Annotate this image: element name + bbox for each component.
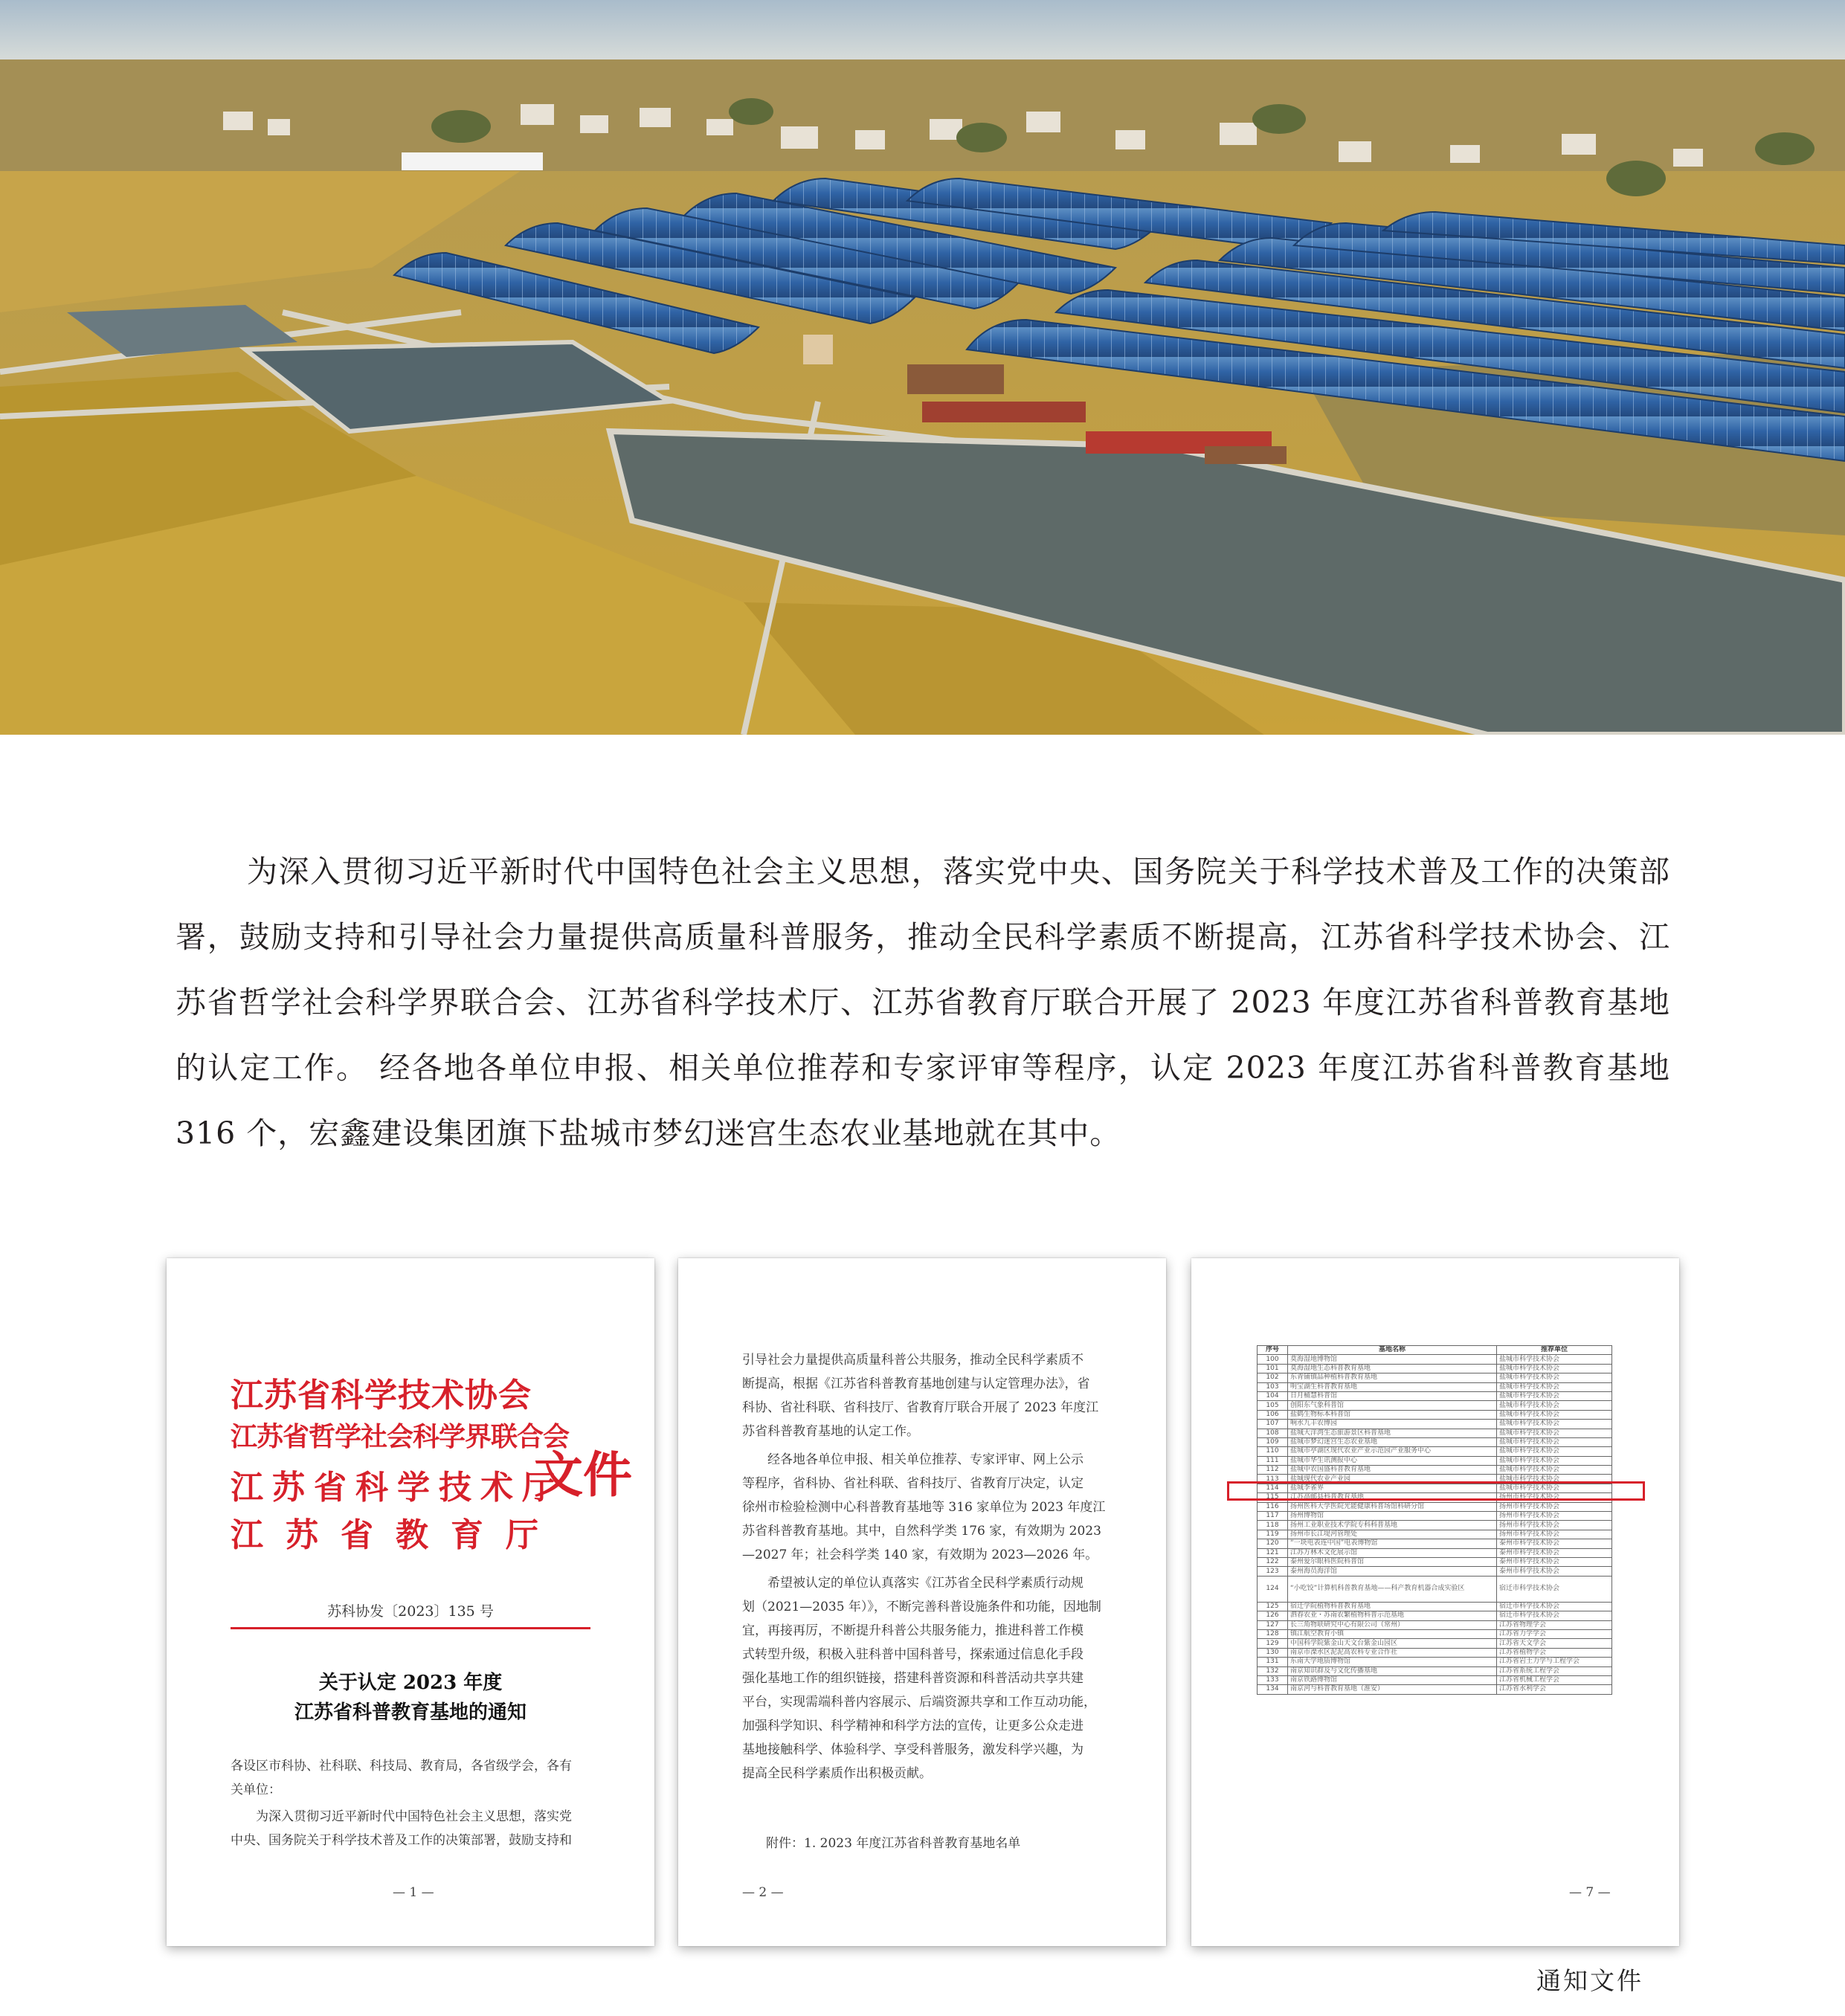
table-cell: 扬州市科学技术协会: [1497, 1521, 1612, 1530]
table-row: [1258, 1401, 1612, 1410]
table-cell: 盐城市科学技术协会: [1497, 1373, 1612, 1382]
table-cell: 119: [1258, 1530, 1288, 1539]
table-cell: 宿迁市科学技术协会: [1497, 1602, 1612, 1611]
table-cell: 宿迁市科学技术协会: [1497, 1611, 1612, 1620]
table-cell: 盐城市科学技术协会: [1497, 1410, 1612, 1419]
table-cell: 江苏省植物学会: [1497, 1648, 1612, 1657]
page2-body-line: 科协、省社科联、省科技厅、省教育厅联合开展了 2023 年度江: [742, 1400, 1099, 1415]
issuer-education-dept: 江苏省教育厅: [231, 1516, 561, 1554]
table-cell: 115: [1258, 1493, 1288, 1502]
table-cell: 日月桶慧科普馆: [1288, 1391, 1497, 1400]
table-cell: 盐城市科学技术协会: [1497, 1447, 1612, 1456]
table-cell: 扬州市科学技术协会: [1497, 1530, 1612, 1539]
base-list-table: [1257, 1345, 1612, 1695]
page2-body-line: 经各地各单位申报、相关单位推荐、专家评审、网上公示: [742, 1452, 1084, 1467]
table-cell: 盐城市科学技术协会: [1497, 1364, 1612, 1373]
table-cell: 扬州市科学技术协会: [1497, 1493, 1612, 1502]
table-row: [1258, 1675, 1612, 1684]
table-cell: 128: [1258, 1629, 1288, 1638]
intro-paragraph: 为深入贯彻习近平新时代中国特色社会主义思想，落实党中央、国务院关于科学技术普及工作的决策部署，鼓励支持和引导社会力量提供高质量科普服务，推动全民科学素质不断提高，江苏省科学技术协会、江苏省哲学社会科学界联合会、江苏省科学技术厅、江苏省教育厅联合开展了 2023 年度江苏省科普教育基地的认定工作。 经各地各单位申报、相关单位推荐和专家评审等程序，认定 2023 年度江苏省科普教育基地 316 个，宏鑫建设集团旗下盐城市梦幻迷宫生态农业基地就在其中。: [176, 854, 1670, 1151]
table-header-row: [1258, 1346, 1612, 1355]
table-row: [1258, 1548, 1612, 1557]
table-row: [1258, 1391, 1612, 1400]
table-cell: 江苏高邮县科普教育基地: [1288, 1493, 1497, 1502]
page-number: — 2 —: [742, 1885, 784, 1900]
document-page-2: [678, 1258, 1166, 1946]
table-cell: 盐城市亭湖区现代农业产业示范园产业服务中心: [1288, 1447, 1497, 1456]
table-cell: 110: [1258, 1447, 1288, 1456]
table-cell: 盐城市科学技术协会: [1497, 1466, 1612, 1475]
table-cell: 扬州医科大学医院光能健康科普场馆科研分馆: [1288, 1502, 1497, 1511]
table-cell: 盐城市科学技术协会: [1497, 1437, 1612, 1446]
highlight-box: [1227, 1481, 1645, 1501]
table-cell: 118: [1258, 1521, 1288, 1530]
header-cell: 序号: [1258, 1346, 1288, 1355]
table-cell: 123: [1258, 1567, 1288, 1576]
table-cell: 盐城市科学技术协会: [1497, 1391, 1612, 1400]
table-cell: 122: [1258, 1557, 1288, 1566]
page1-body-line: 中央、国务院关于科学技术普及工作的决策部署，鼓励支持和: [231, 1833, 572, 1848]
table-cell: 江苏省物理学会: [1497, 1620, 1612, 1629]
table-cell: 105: [1258, 1401, 1288, 1410]
table-row: [1258, 1382, 1612, 1391]
table-cell: 116: [1258, 1502, 1288, 1511]
table-cell: 103: [1258, 1382, 1288, 1391]
attachment-line: 附件：1. 2023 年度江苏省科普教育基地名单: [766, 1836, 1021, 1851]
page2-body-line: 徐州市检验检测中心科普教育基地等 316 家单位为 2023 年度江: [742, 1500, 1106, 1515]
page2-body-line: 引导社会力量提供高质量科普公共服务，推动全民科学素质不: [742, 1353, 1084, 1368]
table-cell: 明宝湖生科普教育基地: [1288, 1382, 1497, 1391]
table-cell: 江苏省系统工程学会: [1497, 1666, 1612, 1675]
table-row: [1258, 1437, 1612, 1446]
table-cell: 132: [1258, 1666, 1288, 1675]
page2-body-line: 划（2021—2035 年）》，不断完善科普设施条件和功能，因地制: [742, 1600, 1101, 1614]
table-cell: 133: [1258, 1675, 1288, 1684]
table-cell: 扬州市长江堤河管理处: [1288, 1530, 1497, 1539]
table-cell: 125: [1258, 1602, 1288, 1611]
page2-body-line: 提高全民科学素质作出积极贡献。: [742, 1766, 932, 1781]
table-cell: 泰州市科学技术协会: [1497, 1567, 1612, 1576]
table-cell: 江苏省机械工程学会: [1497, 1675, 1612, 1684]
table-row: [1258, 1629, 1612, 1638]
table-cell: 113: [1258, 1475, 1288, 1484]
table-cell: 扬州工业职业技术学院专科科普基地: [1288, 1521, 1497, 1530]
table-cell: 盐城市科学技术协会: [1497, 1475, 1612, 1484]
issuer-cast: 江苏省科学技术协会: [231, 1376, 532, 1414]
table-cell: 107: [1258, 1420, 1288, 1429]
table-cell: 南京铁路博物馆: [1288, 1675, 1497, 1684]
table-cell: “一块电表连中国”电表博物馆: [1288, 1539, 1497, 1548]
table-cell: 盐城市科学技术协会: [1497, 1420, 1612, 1429]
aerial-greenhouse-photo-icon: [0, 0, 1845, 735]
page2-body-line: 等程序，省科协、省社科联、省科技厅、省教育厅决定，认定: [742, 1476, 1084, 1491]
table-cell: 106: [1258, 1410, 1288, 1419]
table-row: [1258, 1429, 1612, 1437]
document-page-1: [167, 1258, 654, 1946]
table-cell: 泗春农业・苏南农繁植物科普示范基地: [1288, 1611, 1497, 1620]
table-row: [1258, 1466, 1612, 1475]
table-cell: 108: [1258, 1429, 1288, 1437]
table-cell: 扬州市科学技术协会: [1497, 1512, 1612, 1521]
table-cell: 南京市溧水区泥泥高农科专业合作社: [1288, 1648, 1497, 1657]
page2-body-line: 式转型升级，积极入驻科普中国科普号，探索通过信息化手段: [742, 1647, 1084, 1662]
page2-body-line: 希望被认定的单位认真落实《江苏省全民科学素质行动规: [742, 1576, 1084, 1591]
page2-body-line: 苏省科普教育基地的认定工作。: [742, 1424, 919, 1439]
table-cell: 盐城现代农业产业园: [1288, 1475, 1497, 1484]
page1-body-line: 为深入贯彻习近平新时代中国特色社会主义思想，落实党: [231, 1809, 572, 1824]
table-cell: 泰州市科学技术协会: [1497, 1539, 1612, 1548]
document-title-line2: 江苏省科普教育基地的通知: [294, 1701, 527, 1724]
table-row: [1258, 1648, 1612, 1657]
table-row: [1258, 1373, 1612, 1382]
table-row: [1258, 1447, 1612, 1456]
table-cell: 104: [1258, 1391, 1288, 1400]
table-row: [1258, 1620, 1612, 1629]
table-cell: 101: [1258, 1364, 1288, 1373]
table-cell: 江苏省岩土力学与工程学会: [1497, 1658, 1612, 1666]
table-cell: 盐鹤生物标本科普馆: [1288, 1410, 1497, 1419]
table-cell: 泰州爱尔眼科医院科普馆: [1288, 1557, 1497, 1566]
issuer-social-science: 江苏省哲学社会科学界联合会: [231, 1421, 570, 1452]
table-cell: 盐城大洋湾生态旅游景区科普基地: [1288, 1429, 1497, 1437]
page2-body-line: 宜，再接再厉，不断提升科普公共服务能力，推进科普工作模: [742, 1623, 1084, 1638]
table-row: [1258, 1530, 1612, 1539]
table-row: [1258, 1456, 1612, 1465]
table-cell: 盐城中农国盛科普教育基地: [1288, 1466, 1497, 1475]
table-cell: 100: [1258, 1355, 1288, 1364]
red-divider: [231, 1627, 590, 1629]
table-row: [1258, 1512, 1612, 1521]
table-cell: 盐城李雀界: [1288, 1484, 1497, 1492]
table-row: [1258, 1567, 1612, 1576]
table-cell: 114: [1258, 1484, 1288, 1492]
page2-body-line: —2027 年；社会科学类 140 家，有效期为 2023—2026 年。: [742, 1548, 1098, 1562]
table-cell: 江苏省水利学会: [1497, 1685, 1612, 1694]
table-row: [1258, 1611, 1612, 1620]
table-row: [1258, 1539, 1612, 1548]
table-row: [1258, 1576, 1612, 1602]
table-cell: 127: [1258, 1620, 1288, 1629]
document-number: 苏科协发〔2023〕135 号: [327, 1603, 494, 1620]
hero-photo: [0, 0, 1845, 735]
table-cell: 130: [1258, 1648, 1288, 1657]
table-cell: 102: [1258, 1373, 1288, 1382]
issuer-science-dept: 江苏省科学技术厅: [231, 1469, 564, 1507]
table-cell: 中国科学院紫金山天文台紫金山园区: [1288, 1639, 1497, 1648]
document-title-line1: 关于认定 2023 年度: [318, 1672, 503, 1694]
table-cell: 南京河与科普教育基地（淮安）: [1288, 1685, 1497, 1694]
table-cell: 泰州市科学技术协会: [1497, 1557, 1612, 1566]
table-cell: 盐城市科学技术协会: [1497, 1429, 1612, 1437]
table-cell: 盐城市科学技术协会: [1497, 1355, 1612, 1364]
page-number: — 7 —: [1569, 1885, 1611, 1900]
table-cell: 东南大学地质博物馆: [1288, 1658, 1497, 1666]
table-cell: 124: [1258, 1576, 1288, 1602]
table-cell: 盐城市华生讯测报中心: [1288, 1456, 1497, 1465]
table-cell: 112: [1258, 1466, 1288, 1475]
table-cell: 131: [1258, 1658, 1288, 1666]
table-cell: 扬州市科学技术协会: [1497, 1502, 1612, 1511]
table-cell: 江苏省力学学会: [1497, 1629, 1612, 1638]
page1-body-line: 各设区市科协、社科联、科技局、教育局，各省级学会，各有: [231, 1759, 572, 1774]
table-row: [1258, 1639, 1612, 1648]
table-row: [1258, 1557, 1612, 1566]
table-cell: 镇江航空教育小镇: [1288, 1629, 1497, 1638]
table-row: [1258, 1685, 1612, 1694]
table-row: [1258, 1410, 1612, 1419]
table-cell: 盐城市梦幻迷宫生态农业基地: [1288, 1437, 1497, 1446]
page1-body-line: 关单位：: [231, 1782, 281, 1797]
table-cell: 121: [1258, 1548, 1288, 1557]
table-cell: 江苏省天文学会: [1497, 1639, 1612, 1648]
table-cell: 南京知识群及与文化传播基地: [1288, 1666, 1497, 1675]
table-cell: “小吃饺”计算机科普教育基地——科产教育机器合成实验区: [1288, 1576, 1497, 1602]
page2-body-line: 苏省科普教育基地。其中，自然科学类 176 家，有效期为 2023: [742, 1524, 1101, 1539]
table-cell: 盐城市科学技术协会: [1497, 1484, 1612, 1492]
caption: 通知文件: [1536, 1966, 1643, 1995]
page2-body-line: 平台，实现需端科普内容展示、后端资源共享和工作互动功能，: [742, 1695, 1096, 1710]
table-cell: 响水九丰农博园: [1288, 1420, 1497, 1429]
table-row: [1258, 1502, 1612, 1511]
table-cell: 莫海湿地生态科普教育基地: [1288, 1364, 1497, 1373]
table-row: [1258, 1355, 1612, 1364]
table-cell: 东青铺镇品种植科普教育基地: [1288, 1373, 1497, 1382]
table-row: [1258, 1521, 1612, 1530]
table-cell: 泰州海员海洋馆: [1288, 1567, 1497, 1576]
table-cell: 江苏万林木文化展示馆: [1288, 1548, 1497, 1557]
header-cell: 推荐单位: [1497, 1346, 1612, 1355]
table-cell: 宿迁市科学技术协会: [1497, 1576, 1612, 1602]
table-cell: 长三角物联研究中心有限公司（常州）: [1288, 1620, 1497, 1629]
table-cell: 盐城市科学技术协会: [1497, 1382, 1612, 1391]
table-row: [1258, 1602, 1612, 1611]
table-cell: 创阳东气象科普馆: [1288, 1401, 1497, 1410]
header-cell: 基地名称: [1288, 1346, 1497, 1355]
table-cell: 134: [1258, 1685, 1288, 1694]
table-cell: 盐城市科学技术协会: [1497, 1456, 1612, 1465]
table-cell: 宿迁学院植物科普教育基地: [1288, 1602, 1497, 1611]
table-cell: 莫海湿地博物馆: [1288, 1355, 1497, 1364]
table-row: [1258, 1420, 1612, 1429]
table-cell: 109: [1258, 1437, 1288, 1446]
table-row: [1258, 1658, 1612, 1666]
table-cell: 117: [1258, 1512, 1288, 1521]
table-cell: 盐城市科学技术协会: [1497, 1401, 1612, 1410]
page2-body-line: 加强科学知识、科学精神和科学方法的宣传，让更多公众走进: [742, 1719, 1084, 1733]
page2-body-line: 基地接触科学、体验科学、享受科普服务，激发科学兴趣，为: [742, 1742, 1084, 1757]
table-cell: 泰州市科学技术协会: [1497, 1548, 1612, 1557]
table-cell: 129: [1258, 1639, 1288, 1648]
table-cell: 120: [1258, 1539, 1288, 1548]
table-cell: 111: [1258, 1456, 1288, 1465]
table-row: [1258, 1666, 1612, 1675]
document-page-3: [1191, 1258, 1679, 1946]
page2-body-line: 强化基地工作的组织链接，搭建科普资源和科普活动共享共建: [742, 1671, 1084, 1686]
table-row: [1258, 1364, 1612, 1373]
table-cell: 扬州博物馆: [1288, 1512, 1497, 1521]
page-number: — 1 —: [393, 1885, 434, 1900]
page2-body-line: 断提高，根据《江苏省科普教育基地创建与认定管理办法》，省: [742, 1376, 1090, 1391]
table-cell: 126: [1258, 1611, 1288, 1620]
wenjian-mark: 文件: [534, 1446, 632, 1504]
